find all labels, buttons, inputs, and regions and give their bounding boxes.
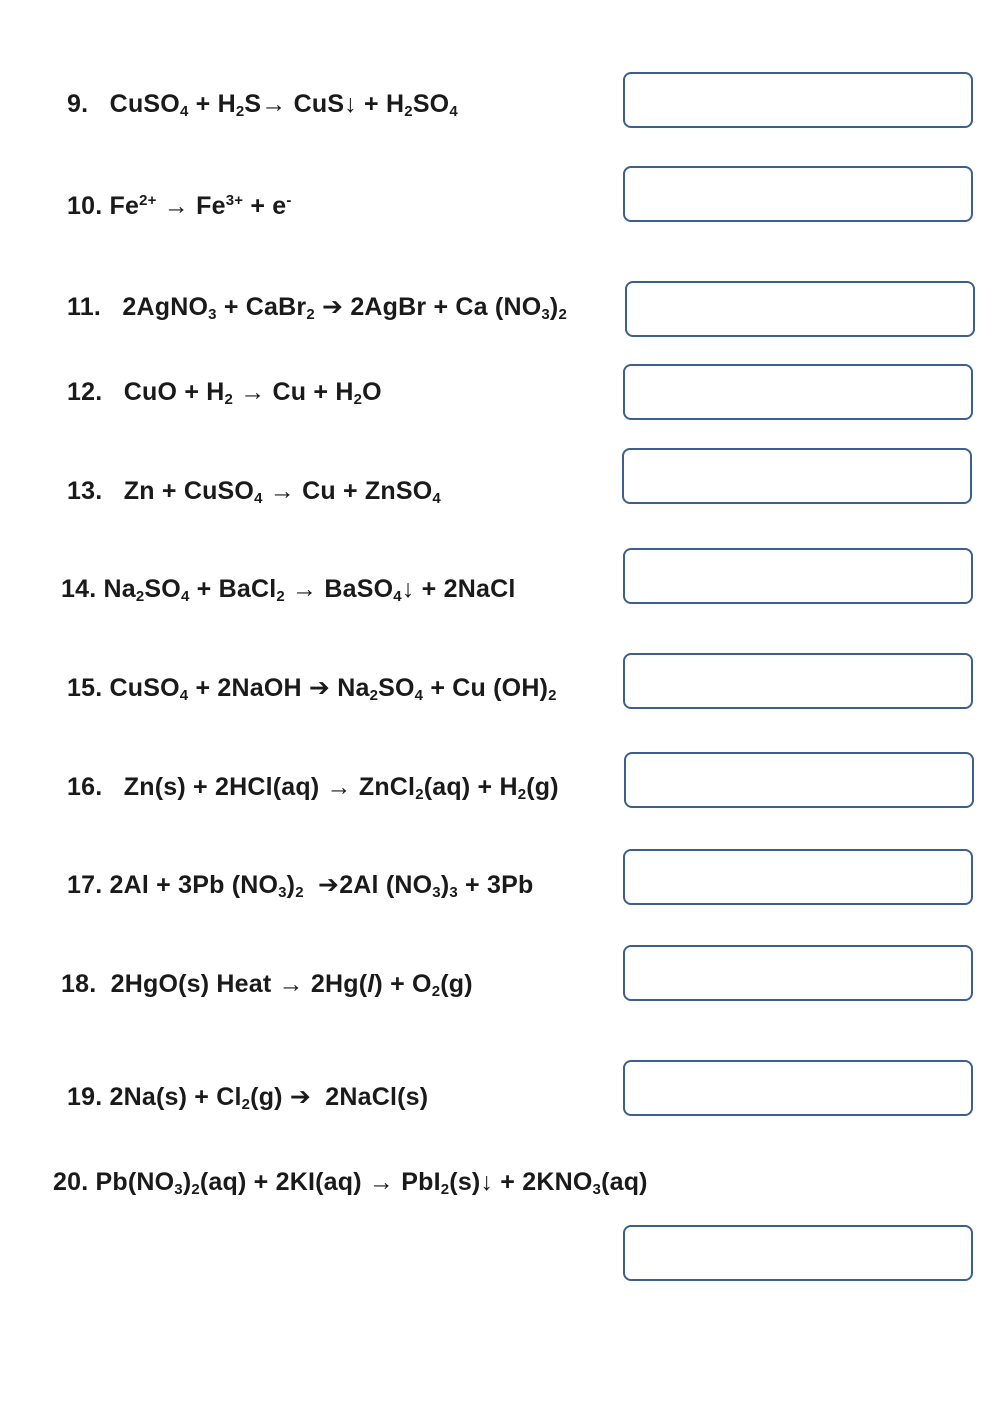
equation-10: 10. $Fe^{2+} \to Fe^{3+} + e^-$ — [67, 192, 292, 220]
item-number: 13. — [67, 477, 103, 505]
equation-14: 14. $Na_2SO_4$ + BaCl$_2$ → BaSO$_4$↓ + 2NaCl — [61, 575, 516, 605]
answer-box-17[interactable] — [623, 849, 973, 905]
item-number: 17. — [67, 871, 103, 899]
answer-box-13[interactable] — [622, 448, 972, 504]
answer-box-14[interactable] — [623, 548, 973, 604]
equation-18: 18. 2HgO(s) Heat → $2Hg(l) + O_2(g)$ — [61, 970, 473, 1000]
answer-box-20[interactable] — [623, 1225, 973, 1281]
item-number: 16. — [67, 773, 103, 801]
item-number: 10. — [67, 192, 103, 220]
answer-box-16[interactable] — [624, 752, 974, 808]
item-number: 19. — [67, 1083, 103, 1111]
item-number: 11. — [67, 293, 101, 321]
equation-11: 11. 2AgNO$_3$ + CaBr$_2$ ➔ 2AgBr + Ca $(NO_3)_2$ — [67, 293, 567, 323]
item-number: 15. — [67, 674, 103, 702]
item-number: 18. — [61, 970, 97, 998]
equation-13: 13. Zn + CuSO$_4$ → Cu + ZnSO$_4$ — [67, 477, 441, 507]
item-number: 14. — [61, 575, 97, 603]
equation-9: 9. CuSO$_4$ + $H_2S\to$ CuS↓ + $H_2SO_4$ — [67, 90, 458, 120]
item-number: 20. — [53, 1168, 89, 1196]
answer-box-9[interactable] — [623, 72, 973, 128]
answer-box-18[interactable] — [623, 945, 973, 1001]
answer-box-10[interactable] — [623, 166, 973, 222]
equation-17: 17. 2Al + 3Pb $(NO_3)_2$ ➔2Al $(NO_3)_3 + 3Pb$ — [67, 871, 534, 901]
equation-19: 19. $2Na(s) + Cl_2(g)$ ➔ 2NaCl(s) — [67, 1083, 429, 1113]
answer-box-12[interactable] — [623, 364, 973, 420]
equation-12: 12. CuO + $H_2 \to Cu + H_2O$ — [67, 378, 382, 408]
answer-box-19[interactable] — [623, 1060, 973, 1116]
equation-20: 20. $Pb(NO_3)_2(aq) + 2KI(aq)$ → PbI$_2$(s)↓ + $2KNO_3(aq)$ — [53, 1168, 648, 1198]
equation-15: 15. CuSO$_4$ + 2NaOH ➔ $Na_2SO_4 + Cu$ $(OH)_2$ — [67, 674, 557, 704]
answer-box-11[interactable] — [625, 281, 975, 337]
answer-box-15[interactable] — [623, 653, 973, 709]
item-number: 9. — [67, 90, 89, 118]
item-number: 12. — [67, 378, 103, 406]
equation-16: 16. Zn(s) + 2HCl(aq) → ZnCl$_2$(aq) + $H_2(g)$ — [67, 773, 559, 803]
